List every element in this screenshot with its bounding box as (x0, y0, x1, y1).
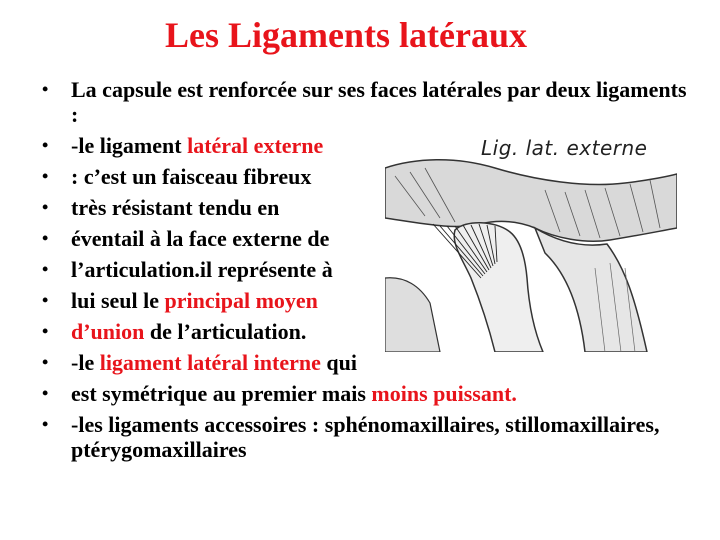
bullet-text: l’articulation.il représente à (71, 257, 333, 282)
highlighted-term: principal moyen (164, 288, 318, 313)
bullet-dot: • (42, 290, 49, 310)
bullet-dot: • (42, 259, 49, 279)
bullet-text: -le (71, 350, 100, 375)
bullet-dot: • (42, 352, 49, 372)
bullet-item (0, 412, 690, 462)
joint-drawing (385, 128, 677, 352)
bullet-dot: • (42, 228, 49, 248)
bullet-text: La capsule est renforcée sur ses faces latérales par deux ligaments : (71, 77, 687, 127)
bullet-dot: • (42, 79, 49, 99)
bullet-item (0, 381, 690, 406)
bullet-item (0, 77, 690, 127)
ligament-illustration (385, 128, 677, 352)
bullet-text: lui seul le (71, 288, 165, 313)
bullet-dot: • (42, 383, 49, 403)
slide-title: Les Ligaments latéraux (165, 15, 527, 55)
bullet-dot: • (42, 321, 49, 341)
bullet-text: -les ligaments accessoires : sphénomaxillaires, stillomaxillaires, ptérygomaxillaires (71, 412, 660, 462)
bullet-dot: • (42, 135, 49, 155)
bullet-dot: • (42, 414, 49, 434)
highlighted-term: latéral externe (187, 133, 324, 158)
bullet-item (0, 350, 690, 375)
bullet-text: -le ligament (71, 133, 188, 158)
bullet-text: est symétrique au premier mais (71, 381, 372, 406)
highlighted-term: d’union (71, 319, 145, 344)
bullet-dot: • (42, 197, 49, 217)
bullet-dot: • (42, 166, 49, 186)
bullet-text: très résistant tendu en (71, 195, 280, 220)
bullet-text: : c’est un faisceau fibreux (71, 164, 312, 189)
bullet-text: éventail à la face externe de (71, 226, 330, 251)
bullet-text: de l’articulation. (144, 319, 307, 344)
highlighted-term: moins puissant. (371, 381, 517, 406)
bullet-text: qui (320, 350, 357, 375)
highlighted-term: ligament latéral interne (99, 350, 321, 375)
figure-label: Lig. lat. externe (481, 136, 648, 160)
